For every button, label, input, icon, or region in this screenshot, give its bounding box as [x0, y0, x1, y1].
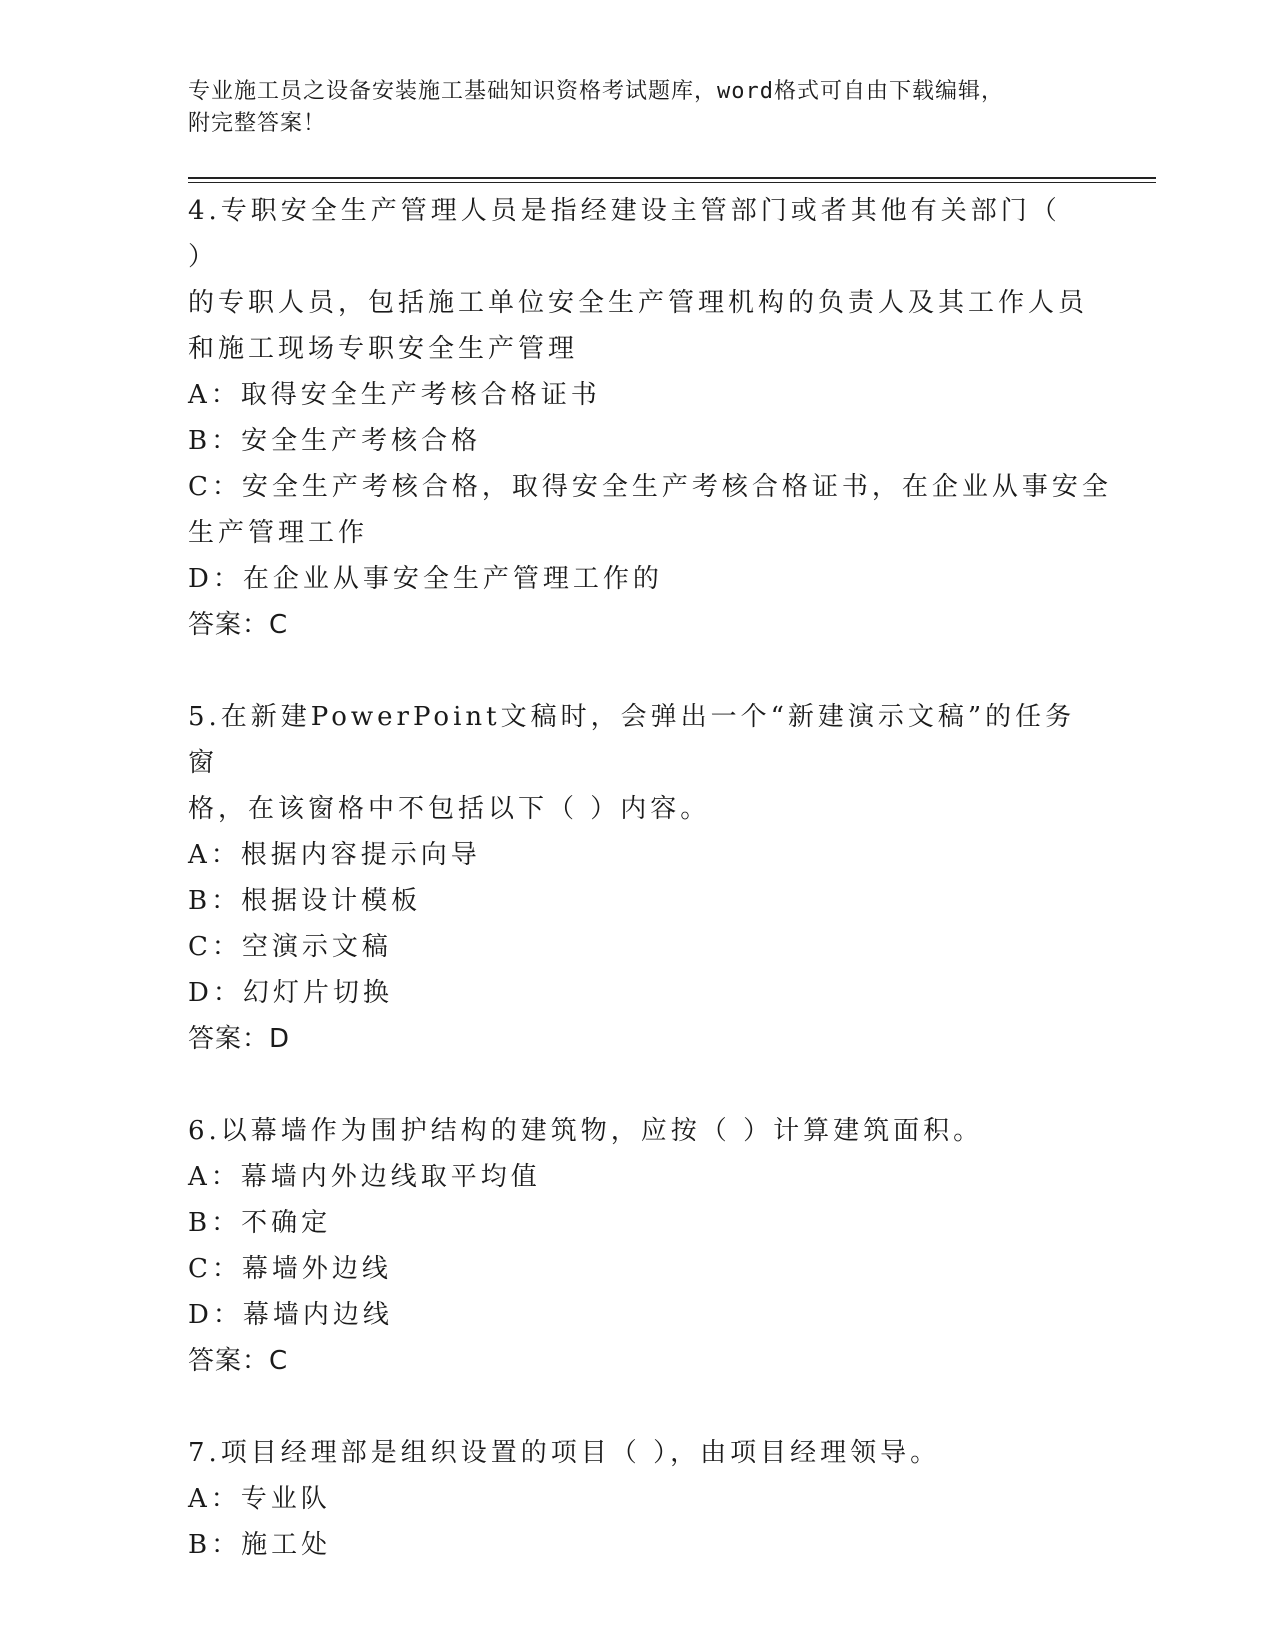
option-b: B：不确定	[188, 1208, 332, 1238]
question-stem: 和施工现场专职安全生产管理	[188, 334, 579, 364]
option-d: D：在企业从事安全生产管理工作的	[188, 564, 663, 594]
question-7	[188, 1430, 1088, 1568]
option-a: A：幕墙内外边线取平均值	[188, 1162, 541, 1192]
option-a: A：根据内容提示向导	[188, 840, 481, 870]
question-stem: 7.项目经理部是组织设置的项目（ ），由项目经理领导。	[188, 1438, 941, 1468]
option-b: B：安全生产考核合格	[188, 426, 482, 456]
answer-line: 答案：C	[188, 610, 289, 640]
option-b: B：根据设计模板	[188, 886, 422, 916]
question-stem: 的专职人员，包括施工单位安全生产管理机构的负责人及其工作人员	[188, 288, 1089, 318]
option-c-continued: 生产管理工作	[188, 518, 369, 548]
option-c: C：安全生产考核合格，取得安全生产考核合格证书，在企业从事安全	[188, 472, 1112, 502]
question-5	[188, 694, 1088, 1062]
answer-line: 答案：C	[188, 1346, 289, 1376]
option-c: C：幕墙外边线	[188, 1254, 392, 1284]
question-stem: 4.专职安全生产管理人员是指经建设主管部门或者其他有关部门（ ）	[188, 196, 1061, 272]
option-a: A：专业队	[188, 1484, 331, 1514]
option-a: A：取得安全生产考核合格证书	[188, 380, 601, 410]
document-header: 专业施工员之设备安装施工基础知识资格考试题库，word格式可自由下载编辑， 附完整答案！	[188, 79, 1004, 136]
header-rule-thin	[188, 182, 1156, 183]
header-rule	[188, 177, 1156, 179]
option-b: B：施工处	[188, 1530, 332, 1560]
answer-line: 答案：D	[188, 1024, 291, 1054]
question-4	[188, 188, 1112, 648]
option-c: C：空演示文稿	[188, 932, 392, 962]
question-stem: 6.以幕墙作为围护结构的建筑物，应按（ ）计算建筑面积。	[188, 1116, 984, 1146]
question-stem: 5.在新建PowerPoint文稿时，会弹出一个“新建演示文稿”的任务窗	[188, 702, 1076, 778]
question-6	[188, 1108, 1088, 1384]
option-d: D：幻灯片切换	[188, 978, 393, 1008]
question-stem: 格，在该窗格中不包括以下（ ）内容。	[188, 794, 711, 824]
question-list	[188, 188, 1112, 1614]
option-d: D：幕墙内边线	[188, 1300, 393, 1330]
